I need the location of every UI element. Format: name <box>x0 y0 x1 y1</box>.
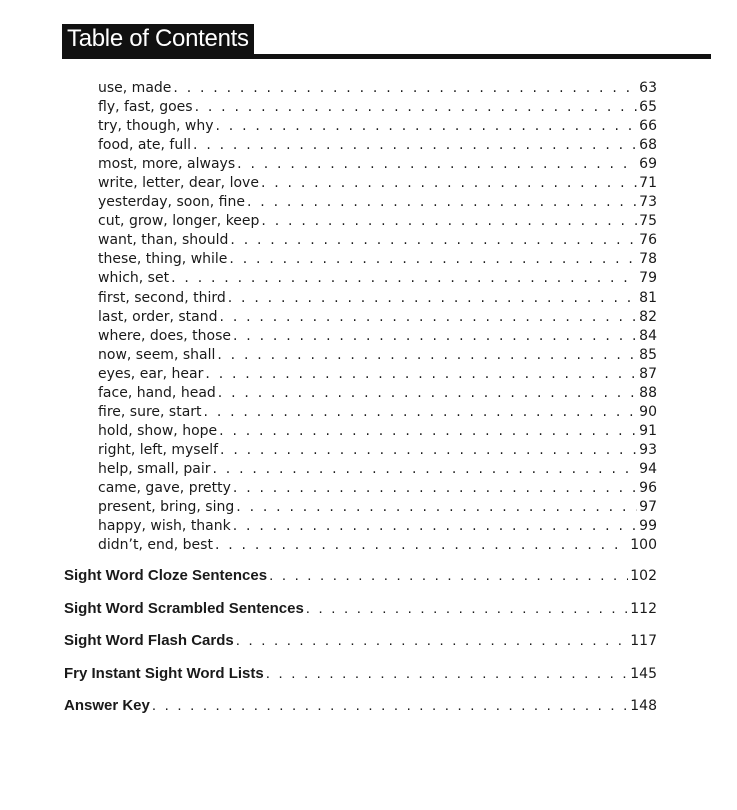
dot-leader <box>205 365 637 384</box>
main-entry-list <box>64 566 657 729</box>
page-number: 68 <box>639 137 657 154</box>
toc-sub-entry <box>98 289 657 308</box>
page-number: 79 <box>639 270 657 287</box>
dot-leader <box>236 631 629 651</box>
dot-leader <box>233 479 637 498</box>
toc-sub-entry <box>98 498 657 517</box>
entry-title: Sight Word Scrambled Sentences <box>64 599 304 617</box>
dot-leader <box>219 422 637 441</box>
page-number: 66 <box>639 118 657 135</box>
entry-title: Sight Word Cloze Sentences <box>64 567 268 584</box>
entry-title: these, thing, while <box>98 251 228 268</box>
toc-sub-entry <box>98 98 657 117</box>
entry-title: yesterday, soon, fine <box>98 194 245 211</box>
page-number: 84 <box>639 327 657 344</box>
dot-leader <box>215 536 628 555</box>
toc-sub-entry <box>98 403 657 422</box>
page-number: 69 <box>639 156 657 173</box>
page-number: 112 <box>630 600 657 617</box>
entry-title: Sight Word Flash Cards <box>64 632 234 649</box>
toc-sub-entry <box>98 460 657 479</box>
toc-sub-entry <box>98 155 657 174</box>
toc-sub-entry <box>98 193 657 212</box>
toc-sub-entry <box>98 327 657 346</box>
page-number: 87 <box>639 365 657 382</box>
dot-leader <box>195 98 638 117</box>
toc-sub-entry <box>98 536 657 555</box>
page-number: 102 <box>630 568 657 584</box>
entry-title: first, second, third <box>98 289 226 306</box>
toc-main-entry <box>64 696 657 729</box>
dot-leader <box>229 250 637 269</box>
page-number: 117 <box>630 633 657 649</box>
dot-leader <box>237 155 637 174</box>
toc-main-entry <box>64 664 657 697</box>
dot-leader <box>236 498 637 517</box>
page-number: 94 <box>639 460 657 477</box>
dot-leader <box>247 193 637 212</box>
entry-title: write, letter, dear, love <box>98 175 259 192</box>
dot-leader <box>220 308 638 327</box>
sub-entry-list <box>98 79 657 555</box>
entry-title: didn’t, end, best <box>98 537 213 554</box>
entry-title: where, does, those <box>98 327 231 344</box>
toc-sub-entry <box>98 479 657 498</box>
page-number: 73 <box>639 194 657 211</box>
dot-leader <box>152 696 628 716</box>
dot-leader <box>233 517 637 536</box>
toc-sub-entry <box>98 250 657 269</box>
entry-title: hold, show, hope <box>98 422 218 439</box>
toc-sub-entry <box>98 365 657 384</box>
toc-sub-entry <box>98 346 657 365</box>
toc-sub-entry <box>98 212 657 231</box>
entry-title: present, bring, sing <box>98 499 235 516</box>
page-number: 93 <box>639 441 657 458</box>
dot-leader <box>193 136 637 155</box>
toc-sub-entry <box>98 269 657 288</box>
entry-title: face, hand, head <box>98 384 216 401</box>
page-number: 90 <box>639 403 657 420</box>
dot-leader <box>230 231 637 250</box>
page-number: 63 <box>639 80 657 96</box>
entry-title: which, set <box>98 270 170 287</box>
entry-title: food, ate, full <box>98 137 192 154</box>
entry-title: Answer Key <box>64 697 150 714</box>
toc-sub-entry <box>98 231 657 250</box>
page-number: 75 <box>639 213 657 230</box>
page-title: Table of Contents <box>62 24 254 54</box>
page-number: 145 <box>630 665 657 682</box>
dot-leader <box>218 384 637 403</box>
dot-leader <box>212 460 637 479</box>
toc-sub-entry <box>98 384 657 403</box>
page-number: 81 <box>639 289 657 306</box>
title-rule <box>62 54 711 59</box>
dot-leader <box>261 212 637 231</box>
dot-leader <box>306 599 628 619</box>
page-number: 71 <box>639 175 657 192</box>
dot-leader <box>216 117 638 136</box>
toc-main-entry <box>64 599 657 632</box>
toc-sub-entry <box>98 308 657 327</box>
toc-sub-entry <box>98 79 657 98</box>
page-number: 88 <box>639 384 657 401</box>
toc-sub-entry <box>98 117 657 136</box>
entry-title: use, made <box>98 80 172 96</box>
dot-leader <box>173 79 637 98</box>
dot-leader <box>204 403 638 422</box>
entry-title: now, seem, shall <box>98 346 216 363</box>
page-number: 65 <box>639 99 657 116</box>
toc-sub-entry <box>98 517 657 536</box>
toc-main-entry <box>64 566 657 599</box>
entry-title: came, gave, pretty <box>98 479 231 496</box>
dot-leader <box>171 269 637 288</box>
dot-leader <box>261 174 637 193</box>
entry-title: fire, sure, start <box>98 403 202 420</box>
toc-sub-entry <box>98 174 657 193</box>
dot-leader <box>266 664 629 684</box>
dot-leader <box>269 566 628 586</box>
entry-title: want, than, should <box>98 232 229 249</box>
entry-title: happy, wish, thank <box>98 518 231 535</box>
entry-title: try, though, why <box>98 118 214 135</box>
toc-sub-entry <box>98 136 657 155</box>
entry-title: help, small, pair <box>98 460 211 477</box>
entry-title: last, order, stand <box>98 308 218 325</box>
page-number: 91 <box>639 422 657 439</box>
entry-title: Fry Instant Sight Word Lists <box>64 664 264 682</box>
page-number: 100 <box>630 537 657 554</box>
toc-sub-entry <box>98 422 657 441</box>
dot-leader <box>220 441 637 460</box>
page-number: 85 <box>639 346 657 363</box>
toc-main-entry <box>64 631 657 664</box>
toc-sub-entry <box>98 441 657 460</box>
page-number: 96 <box>639 479 657 496</box>
entry-title: right, left, myself <box>98 441 219 458</box>
entry-title: cut, grow, longer, keep <box>98 213 260 230</box>
page-number: 82 <box>639 308 657 325</box>
page-title-block <box>62 24 254 54</box>
page-number: 76 <box>639 232 657 249</box>
page-number: 97 <box>639 499 657 516</box>
dot-leader <box>228 289 637 308</box>
page-number: 148 <box>630 698 657 714</box>
entry-title: most, more, always <box>98 156 236 173</box>
page-number: 78 <box>639 251 657 268</box>
page-number: 99 <box>639 518 657 535</box>
dot-leader <box>217 346 637 365</box>
dot-leader <box>233 327 637 346</box>
entry-title: eyes, ear, hear <box>98 365 204 382</box>
entry-title: fly, fast, goes <box>98 99 193 116</box>
